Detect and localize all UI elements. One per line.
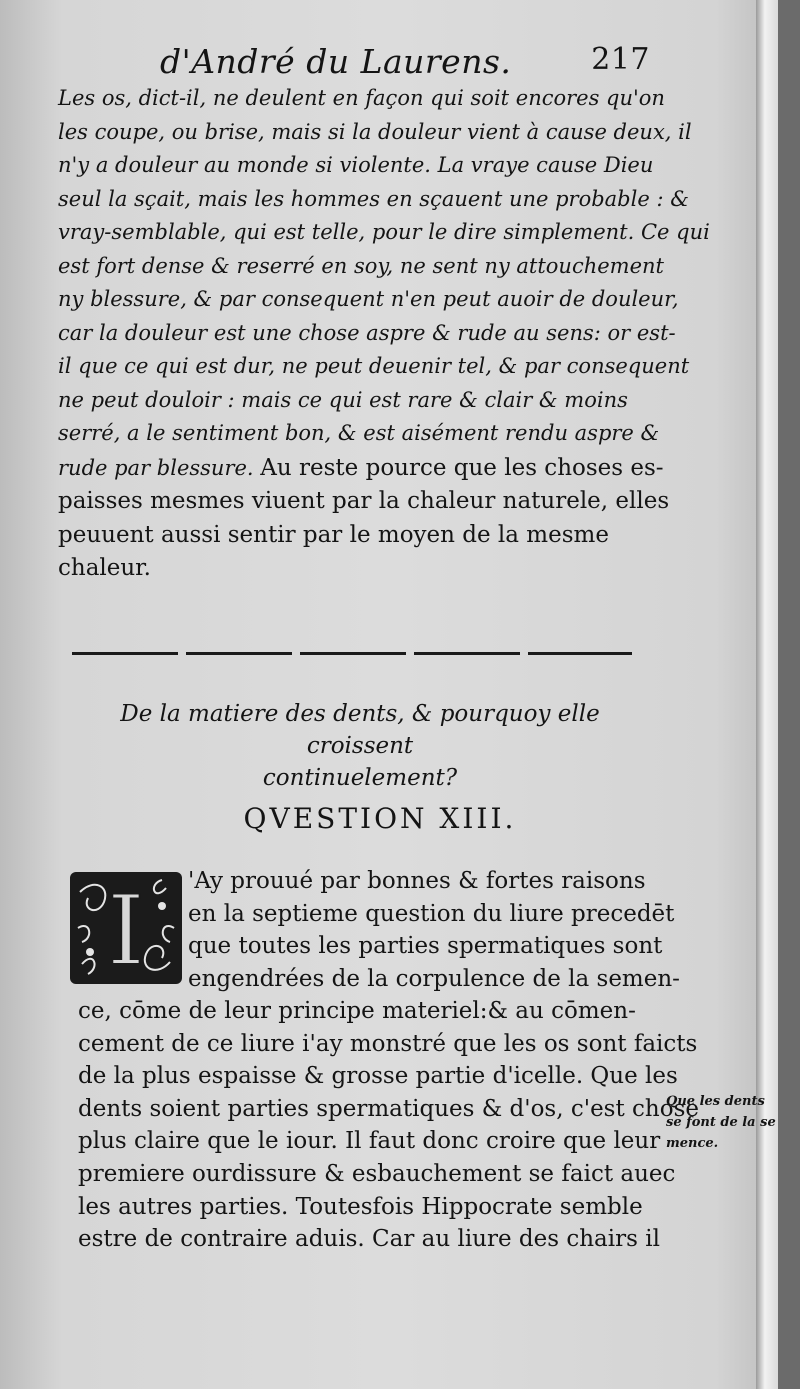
section-title-line: De la matiere des dents, & pourquoy elle croissent: [120, 701, 600, 760]
paragraph-1: [58, 88, 710, 591]
page-number: 217: [591, 42, 650, 77]
page-header: [160, 42, 650, 82]
text-line: paisses mesmes viuent par la chaleur naturele, elles: [58, 488, 670, 514]
text-line: ce, cōme de leur principe materiel:& au cōmen-: [78, 998, 636, 1024]
text-line: vray-semblable, qui est telle, pour le dire simplement. Ce qui: [58, 220, 710, 244]
paragraph-2-indented: [188, 870, 680, 1000]
text-line: est fort dense & reserré en soy, ne sent ny attouchement: [58, 253, 664, 278]
text-line: Les os, dict-il, ne deulent en façon qui soit encores qu'on: [58, 86, 665, 110]
margin-note-line: mence.: [666, 1135, 719, 1151]
text-line: cement de ce liure i'ay monstré que les os sont faicts: [78, 1030, 698, 1057]
text-line: peuuent aussi sentir par le moyen de la mesme: [58, 521, 609, 548]
text-line: rude par blessure.: [58, 455, 254, 480]
text-line: car la douleur est une chose aspre & rude au sens: or est-: [58, 320, 676, 345]
running-head: d'André du Laurens.: [160, 42, 512, 81]
text-line: dents soient parties spermatiques & d'os, c'est chose: [78, 1095, 699, 1122]
section-divider: [72, 652, 632, 655]
section-title-line: continuelement?: [262, 765, 458, 792]
text-line: les coupe, ou brise, mais si la douleur vient à cause deux, il: [58, 119, 692, 144]
text-line: n'y a douleur au monde si violente. La vraye cause Dieu: [58, 153, 654, 177]
margin-note-line: Que les dents: [666, 1094, 765, 1109]
text-line: 'Ay prouué par bonnes & fortes raisons: [188, 868, 646, 894]
margin-note-line: se font de la se: [666, 1114, 776, 1130]
text-line: ny blessure, & par consequent n'en peut auoir de douleur,: [58, 287, 679, 311]
floral-ornament-icon: [70, 872, 182, 984]
decorated-initial: [70, 872, 182, 984]
section-title: [70, 698, 650, 795]
text-line: il que ce qui est dur, ne peut deuenir tel, & par consequent: [58, 354, 690, 378]
text-line: de la plus espaisse & grosse partie d'icelle. Que les: [78, 1063, 678, 1090]
page-edge: [756, 0, 778, 1389]
text-line: Au reste pource que les choses es-: [260, 454, 664, 481]
text-line: estre de contraire aduis. Car au liure des chairs il: [78, 1226, 660, 1253]
dropcap-letter: I: [107, 875, 145, 984]
question-heading: QVESTION XIII.: [243, 802, 517, 835]
text-line: chaleur.: [58, 555, 151, 581]
margin-note: [666, 1092, 776, 1154]
text-line: plus claire que le iour. Il faut donc croire que leur: [78, 1128, 661, 1155]
text-line: que toutes les parties spermatiques sont: [188, 933, 663, 960]
text-line: en la septieme question du liure precedēt: [188, 900, 675, 927]
paragraph-2: [78, 1000, 699, 1261]
text-line: engendrées de la corpulence de la semen-: [188, 965, 680, 992]
text-line: serré, a le sentiment bon, & est aisément rendu aspre &: [58, 421, 660, 445]
text-line: seul la sçait, mais les hommes en sçauent une probable : &: [58, 186, 689, 211]
text-line: ne peut douloir : mais ce qui est rare & clair & moins: [58, 387, 628, 412]
text-line: les autres parties. Toutesfois Hippocrate semble: [78, 1193, 643, 1220]
text-line: premiere ourdissure & esbauchement se faict auec: [78, 1160, 676, 1187]
